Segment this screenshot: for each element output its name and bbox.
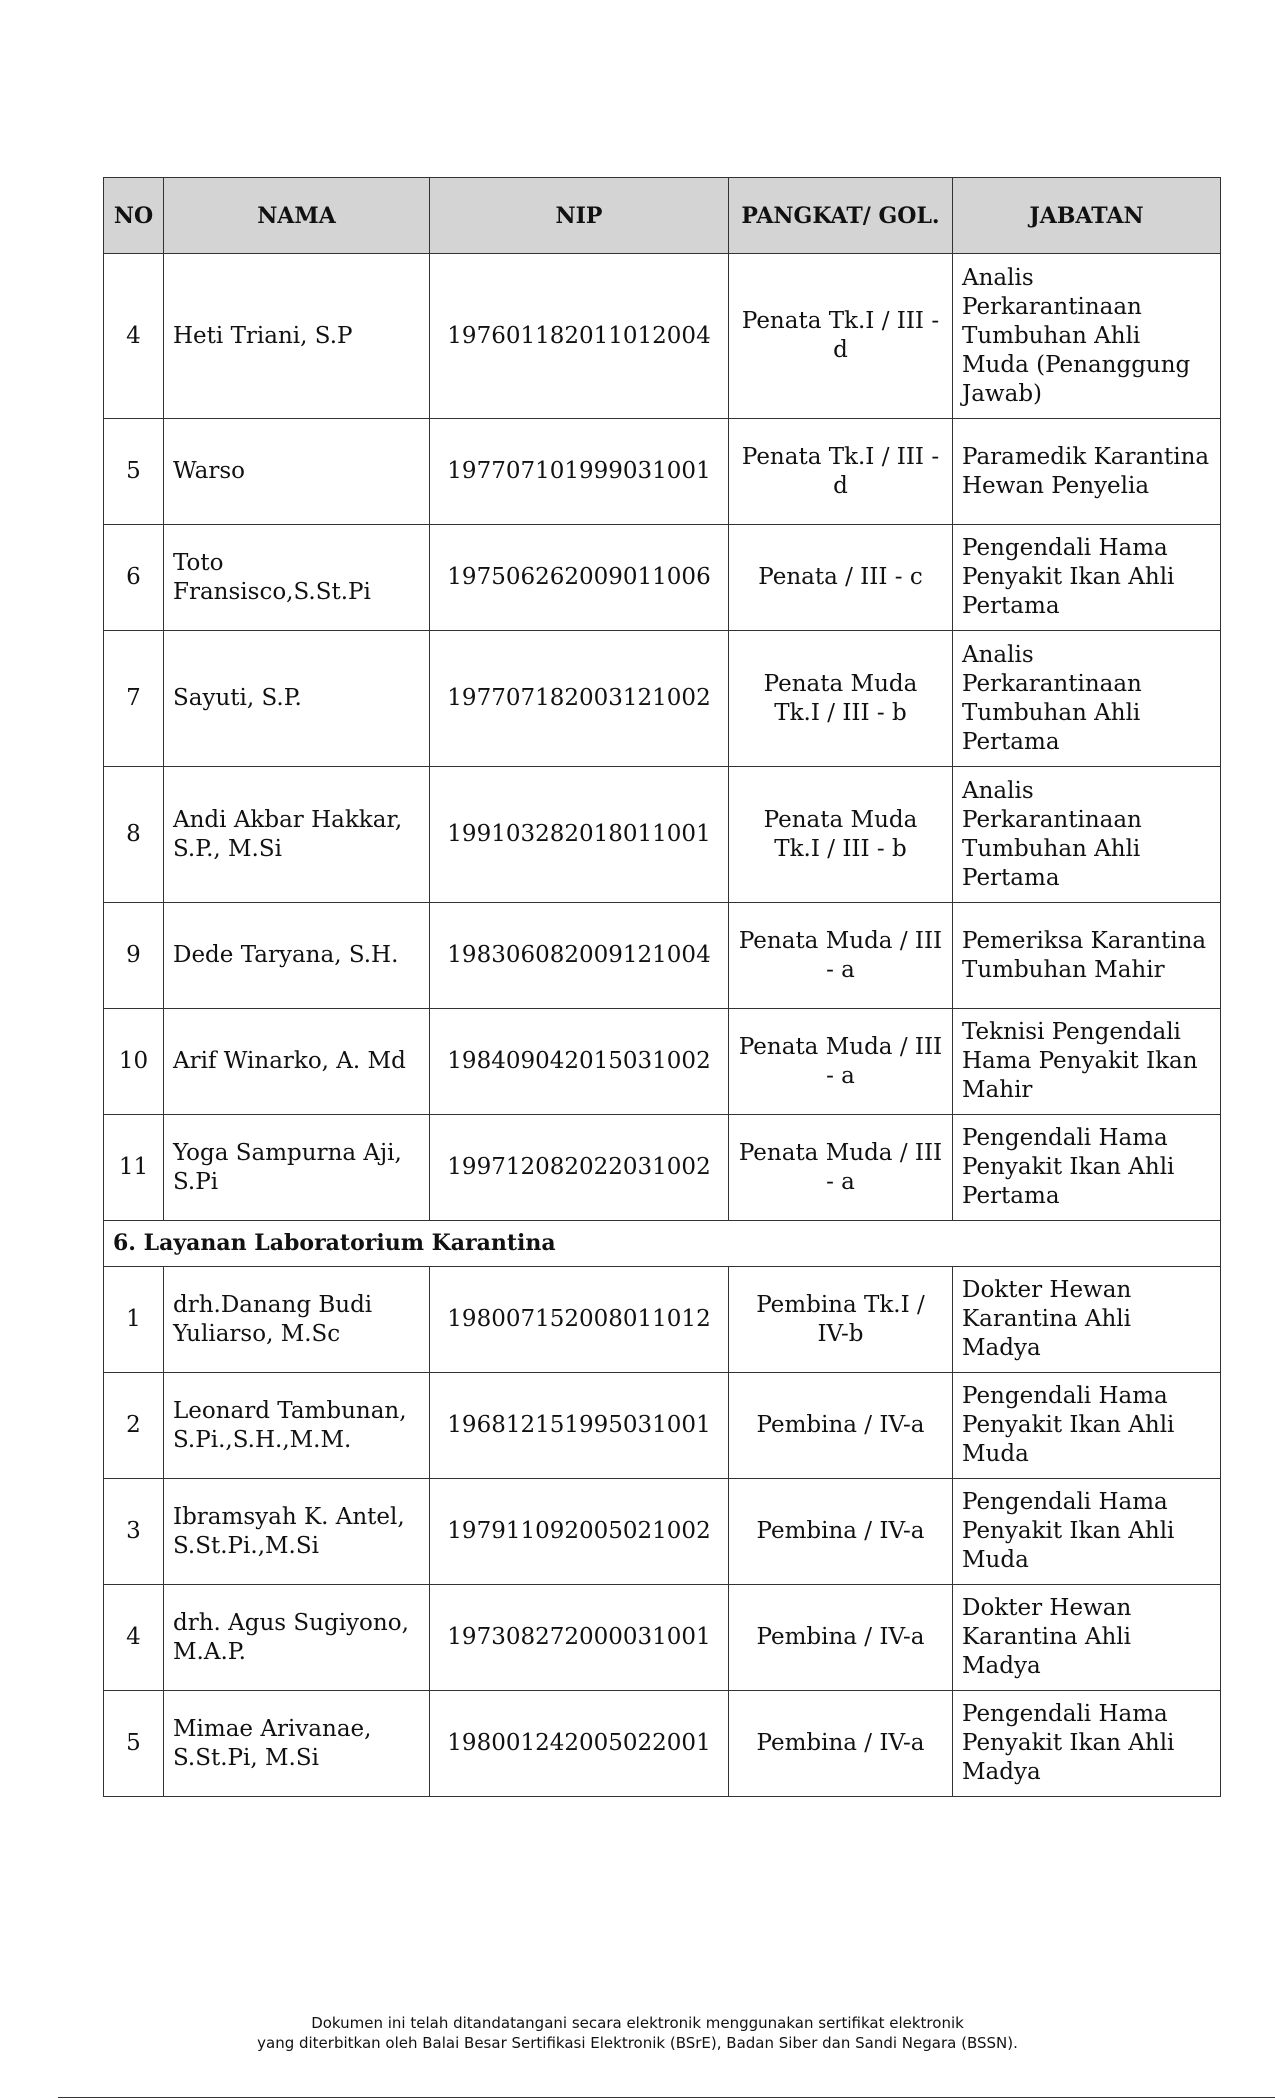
row-no: 6 bbox=[104, 525, 164, 631]
row-nama: Ibramsyah K. Antel, S.St.Pi.,M.Si bbox=[164, 1479, 430, 1585]
row-no: 11 bbox=[104, 1115, 164, 1221]
row-nama: drh. Agus Sugiyono, M.A.P. bbox=[164, 1585, 430, 1691]
footer-line-1: Dokumen ini telah ditandatangani secara elektronik menggunakan sertifikat elektronik bbox=[311, 2014, 964, 2032]
row-no: 5 bbox=[104, 1691, 164, 1797]
row-pangkat: Penata Tk.I / III - d bbox=[729, 254, 953, 419]
table-row bbox=[104, 254, 1221, 419]
row-nip: 197911092005021002 bbox=[430, 1479, 729, 1585]
table-row bbox=[104, 1267, 1221, 1373]
row-pangkat: Pembina / IV-a bbox=[729, 1691, 953, 1797]
row-no: 10 bbox=[104, 1009, 164, 1115]
row-nama: Toto Fransisco,S.St.Pi bbox=[164, 525, 430, 631]
row-jabatan: Pengendali Hama Penyakit Ikan Ahli Muda bbox=[953, 1373, 1221, 1479]
row-pangkat: Pembina Tk.I / IV-b bbox=[729, 1267, 953, 1373]
section-row bbox=[104, 1221, 1221, 1267]
row-nip: 198306082009121004 bbox=[430, 903, 729, 1009]
row-jabatan: Pengendali Hama Penyakit Ikan Ahli Madya bbox=[953, 1691, 1221, 1797]
row-pangkat: Penata Muda Tk.I / III - b bbox=[729, 767, 953, 903]
row-pangkat: Penata Muda / III - a bbox=[729, 1009, 953, 1115]
row-pangkat: Penata / III - c bbox=[729, 525, 953, 631]
row-nama: Andi Akbar Hakkar, S.P., M.Si bbox=[164, 767, 430, 903]
header-no: NO bbox=[104, 178, 164, 254]
table-row bbox=[104, 1009, 1221, 1115]
row-pangkat: Penata Tk.I / III - d bbox=[729, 419, 953, 525]
row-jabatan: Analis Perkarantinaan Tumbuhan Ahli Pertama bbox=[953, 767, 1221, 903]
table-row bbox=[104, 1585, 1221, 1691]
esign-footer-note bbox=[0, 2013, 1275, 2053]
header-nip: NIP bbox=[430, 178, 729, 254]
table-row bbox=[104, 1115, 1221, 1221]
table-row bbox=[104, 1373, 1221, 1479]
row-jabatan: Pemeriksa Karantina Tumbuhan Mahir bbox=[953, 903, 1221, 1009]
section-title: 6. Layanan Laboratorium Karantina bbox=[104, 1221, 1221, 1267]
row-no: 4 bbox=[104, 1585, 164, 1691]
row-no: 5 bbox=[104, 419, 164, 525]
table-row bbox=[104, 631, 1221, 767]
row-nama: Warso bbox=[164, 419, 430, 525]
row-nama: Sayuti, S.P. bbox=[164, 631, 430, 767]
row-nip: 198001242005022001 bbox=[430, 1691, 729, 1797]
row-jabatan: Analis Perkarantinaan Tumbuhan Ahli Pertama bbox=[953, 631, 1221, 767]
row-no: 9 bbox=[104, 903, 164, 1009]
row-nip: 197707182003121002 bbox=[430, 631, 729, 767]
row-jabatan: Pengendali Hama Penyakit Ikan Ahli Muda bbox=[953, 1479, 1221, 1585]
row-nip: 198409042015031002 bbox=[430, 1009, 729, 1115]
row-nama: Leonard Tambunan, S.Pi.,S.H.,M.M. bbox=[164, 1373, 430, 1479]
row-jabatan: Paramedik Karantina Hewan Penyelia bbox=[953, 419, 1221, 525]
header-jabatan: JABATAN bbox=[953, 178, 1221, 254]
table-row bbox=[104, 903, 1221, 1009]
row-pangkat: Pembina / IV-a bbox=[729, 1479, 953, 1585]
row-pangkat: Pembina / IV-a bbox=[729, 1373, 953, 1479]
row-nama: drh.Danang Budi Yuliarso, M.Sc bbox=[164, 1267, 430, 1373]
row-jabatan: Dokter Hewan Karantina Ahli Madya bbox=[953, 1585, 1221, 1691]
table-row bbox=[104, 419, 1221, 525]
row-jabatan: Pengendali Hama Penyakit Ikan Ahli Pertama bbox=[953, 525, 1221, 631]
row-pangkat: Penata Muda / III - a bbox=[729, 903, 953, 1009]
row-nip: 198007152008011012 bbox=[430, 1267, 729, 1373]
row-nama: Arif Winarko, A. Md bbox=[164, 1009, 430, 1115]
row-nip: 197308272000031001 bbox=[430, 1585, 729, 1691]
table-row bbox=[104, 1479, 1221, 1585]
row-jabatan: Teknisi Pengendali Hama Penyakit Ikan Mahir bbox=[953, 1009, 1221, 1115]
row-nip: 199712082022031002 bbox=[430, 1115, 729, 1221]
row-no: 3 bbox=[104, 1479, 164, 1585]
staff-table bbox=[103, 177, 1221, 1797]
row-nip: 197506262009011006 bbox=[430, 525, 729, 631]
header-nama: NAMA bbox=[164, 178, 430, 254]
row-nip: 197601182011012004 bbox=[430, 254, 729, 419]
row-nip: 197707101999031001 bbox=[430, 419, 729, 525]
row-pangkat: Pembina / IV-a bbox=[729, 1585, 953, 1691]
footer-divider bbox=[58, 2097, 1275, 2098]
row-no: 1 bbox=[104, 1267, 164, 1373]
row-jabatan: Dokter Hewan Karantina Ahli Madya bbox=[953, 1267, 1221, 1373]
row-no: 8 bbox=[104, 767, 164, 903]
row-nama: Heti Triani, S.P bbox=[164, 254, 430, 419]
table-row bbox=[104, 767, 1221, 903]
row-nip: 196812151995031001 bbox=[430, 1373, 729, 1479]
row-nama: Mimae Arivanae, S.St.Pi, M.Si bbox=[164, 1691, 430, 1797]
row-jabatan: Pengendali Hama Penyakit Ikan Ahli Pertama bbox=[953, 1115, 1221, 1221]
header-pangkat: PANGKAT/ GOL. bbox=[729, 178, 953, 254]
row-no: 2 bbox=[104, 1373, 164, 1479]
row-nip: 199103282018011001 bbox=[430, 767, 729, 903]
table-row bbox=[104, 525, 1221, 631]
row-jabatan: Analis Perkarantinaan Tumbuhan Ahli Muda (Penanggung Jawab) bbox=[953, 254, 1221, 419]
row-nama: Yoga Sampurna Aji, S.Pi bbox=[164, 1115, 430, 1221]
row-no: 7 bbox=[104, 631, 164, 767]
row-no: 4 bbox=[104, 254, 164, 419]
row-pangkat: Penata Muda / III - a bbox=[729, 1115, 953, 1221]
row-nama: Dede Taryana, S.H. bbox=[164, 903, 430, 1009]
table-header-row bbox=[104, 178, 1221, 254]
table-row bbox=[104, 1691, 1221, 1797]
row-pangkat: Penata Muda Tk.I / III - b bbox=[729, 631, 953, 767]
footer-line-2: yang diterbitkan oleh Balai Besar Sertifikasi Elektronik (BSrE), Badan Siber dan Sandi Negara (BSSN). bbox=[257, 2034, 1018, 2052]
